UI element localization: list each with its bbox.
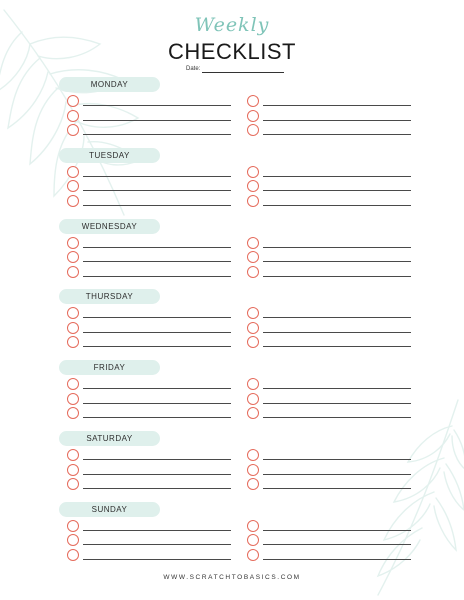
task-line[interactable] [83,120,231,121]
task-row [67,449,237,464]
task-checkbox[interactable] [247,124,259,136]
task-checkbox[interactable] [67,464,79,476]
task-line[interactable] [83,388,231,389]
task-column [67,95,237,139]
task-checkbox[interactable] [247,464,259,476]
task-row [247,307,417,322]
task-checkbox[interactable] [247,322,259,334]
task-checkbox[interactable] [67,393,79,405]
task-line[interactable] [263,120,411,121]
day-label: WEDNESDAY [81,221,138,231]
task-checkbox[interactable] [67,180,79,192]
task-column [67,520,237,564]
task-row [247,534,417,549]
task-row [247,478,417,493]
day-section [0,148,464,219]
task-row [67,166,237,181]
task-row [67,520,237,535]
task-line[interactable] [263,488,411,489]
task-column [247,166,417,210]
task-checkbox[interactable] [67,378,79,390]
task-checkbox[interactable] [247,251,259,263]
day-pill [59,502,160,517]
day-section [0,431,464,502]
task-line[interactable] [263,403,411,404]
task-line[interactable] [263,205,411,206]
task-row [67,322,237,337]
task-checkbox[interactable] [67,266,79,278]
task-row [247,110,417,125]
task-line[interactable] [83,417,231,418]
task-row [67,266,237,281]
task-line[interactable] [263,474,411,475]
task-row [67,407,237,422]
task-line[interactable] [83,176,231,177]
task-row [247,549,417,564]
task-checkbox[interactable] [67,449,79,461]
date-field [186,63,284,73]
day-label: SATURDAY [86,434,133,443]
task-checkbox[interactable] [247,378,259,390]
task-row [67,534,237,549]
task-line[interactable] [83,105,231,106]
task-row [67,195,237,210]
task-checkbox[interactable] [67,549,79,561]
task-line[interactable] [263,388,411,389]
task-line[interactable] [263,544,411,545]
task-checkbox[interactable] [67,237,79,249]
day-pill [59,360,160,375]
task-row [247,378,417,393]
day-pill [59,431,160,446]
task-line[interactable] [263,134,411,135]
task-line[interactable] [263,417,411,418]
task-row [67,237,237,252]
task-line[interactable] [83,346,231,347]
task-line[interactable] [83,559,231,560]
task-line[interactable] [83,190,231,191]
task-checkbox[interactable] [247,180,259,192]
task-row [247,393,417,408]
task-row [67,478,237,493]
task-row [247,166,417,181]
task-row [247,237,417,252]
task-line[interactable] [263,276,411,277]
task-row [247,520,417,535]
task-row [67,307,237,322]
task-line[interactable] [83,474,231,475]
task-row [247,95,417,110]
task-row [247,449,417,464]
day-label: SUNDAY [91,504,128,514]
task-line[interactable] [83,459,231,460]
task-checkbox[interactable] [67,307,79,319]
date-line[interactable] [202,72,284,73]
task-checkbox[interactable] [247,95,259,107]
task-checkbox[interactable] [67,322,79,334]
task-checkbox[interactable] [247,195,259,207]
task-line[interactable] [83,261,231,262]
task-checkbox[interactable] [67,110,79,122]
task-row [247,251,417,266]
date-label: Date: [186,66,201,72]
task-line[interactable] [83,276,231,277]
task-line[interactable] [83,530,231,531]
task-checkbox[interactable] [247,534,259,546]
task-checkbox[interactable] [247,266,259,278]
task-checkbox[interactable] [67,166,79,178]
task-checkbox[interactable] [247,449,259,461]
task-checkbox[interactable] [247,237,259,249]
task-column [67,166,237,210]
day-section [0,77,464,148]
task-line[interactable] [263,459,411,460]
task-line[interactable] [83,488,231,489]
task-row [67,110,237,125]
task-column [67,237,237,281]
task-line[interactable] [83,544,231,545]
task-row [247,322,417,337]
task-column [247,237,417,281]
task-checkbox[interactable] [67,534,79,546]
day-label: THURSDAY [85,292,134,302]
day-label: TUESDAY [89,150,130,160]
task-row [67,336,237,351]
task-row [67,393,237,408]
task-line[interactable] [83,205,231,206]
task-row [67,464,237,479]
task-column [67,307,237,351]
task-line[interactable] [263,332,411,333]
task-row [67,95,237,110]
task-row [67,251,237,266]
script-title: Weekly [194,14,270,36]
task-line[interactable] [83,317,231,318]
day-pill [59,289,160,304]
task-column [247,95,417,139]
task-line[interactable] [263,176,411,177]
day-label: FRIDAY [93,363,126,373]
task-row [247,195,417,210]
task-line[interactable] [263,261,411,262]
task-row [247,180,417,195]
task-checkbox[interactable] [67,195,79,207]
task-column [67,449,237,493]
day-section [0,502,464,573]
task-column [247,520,417,564]
task-row [67,549,237,564]
task-line[interactable] [263,346,411,347]
task-checkbox[interactable] [247,110,259,122]
task-row [247,336,417,351]
task-column [247,378,417,422]
task-line[interactable] [83,247,231,248]
task-column [247,449,417,493]
task-line[interactable] [263,105,411,106]
task-checkbox[interactable] [247,307,259,319]
task-checkbox[interactable] [247,166,259,178]
day-section [0,360,464,431]
task-row [247,407,417,422]
task-line[interactable] [83,403,231,404]
day-pill [59,77,160,92]
task-line[interactable] [83,134,231,135]
day-label: MONDAY [90,80,129,89]
task-row [67,180,237,195]
task-column [247,307,417,351]
day-section [0,289,464,360]
task-checkbox[interactable] [247,549,259,561]
task-line[interactable] [263,190,411,191]
day-pill [59,148,160,163]
task-checkbox[interactable] [67,478,79,490]
day-section [0,219,464,290]
task-checkbox[interactable] [67,95,79,107]
task-column [67,378,237,422]
footer-website: WWW.SCRATCHTOBASICS.COM [163,574,301,581]
task-checkbox[interactable] [67,251,79,263]
task-checkbox[interactable] [247,393,259,405]
task-checkbox[interactable] [67,520,79,532]
task-line[interactable] [263,530,411,531]
task-row [67,378,237,393]
task-row [67,124,237,139]
task-row [247,266,417,281]
day-pill [59,219,160,234]
task-checkbox[interactable] [67,336,79,348]
task-row [247,124,417,139]
task-row [247,464,417,479]
task-checkbox[interactable] [247,520,259,532]
task-checkbox[interactable] [67,124,79,136]
task-line[interactable] [83,332,231,333]
task-checkbox[interactable] [67,407,79,419]
task-line[interactable] [263,559,411,560]
task-line[interactable] [263,317,411,318]
task-checkbox[interactable] [247,336,259,348]
task-line[interactable] [263,247,411,248]
task-checkbox[interactable] [247,478,259,490]
task-checkbox[interactable] [247,407,259,419]
page-title: CHECKLIST [168,39,296,64]
